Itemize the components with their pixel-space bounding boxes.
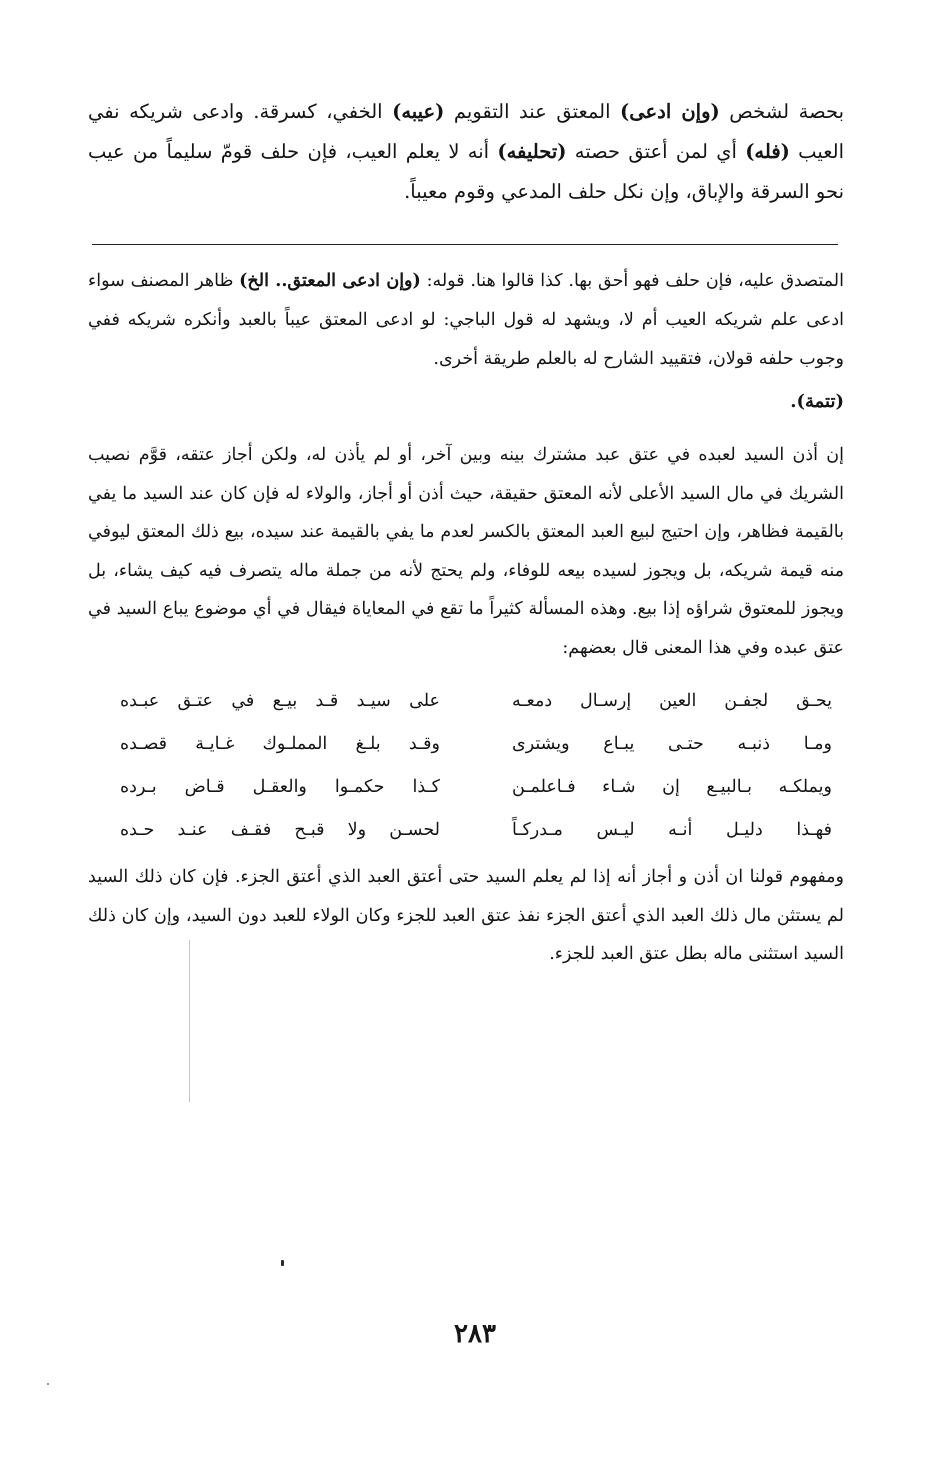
poem-first-hemistich: فهـذا دليـل أنـه ليـس مـدركـاً [512,820,832,840]
tatimma-body: إن أذن السيد لعبده في عتق عبد مشترك بينه وبين آخر، أو لم يأذن له، ولكن أجاز عتقه، قوَّم نصيب الشريك في مال السيد الأعلى لأنه المعتق حقيقة، حيث أذن أو أجاز، والولاء له فإن كان عند السيد ما يفي بالقيمة فظاهر، وإن احتيج لبيع العبد المعتق بالكسر لعدم ما يفي بالقيمة عند سيده، بيع ذلك المعتق ليوفي منه قيمة شريكه، بل ويجوز لسيده بيعه للوفاء، ولم يحتج لأنه من جملة ماله يتصرف فيه كيف يشاء، بل ويجوز للمعتوق شراؤه إذا بيع. وهذه المسألة كثيراً ما تقع في المعاياة فيقال في أي موضوع يباع السيد في عتق عبده وفي هذا المعنى قال بعضهم: [88,445,844,658]
footnote-divider [92,244,838,245]
poem [120,680,832,852]
poem-second-hemistich: كـذا حكمـوا والعقـل قـاض بـرده [120,777,440,797]
poem-second-hemistich: على سيـد قـد بيـع في عتـق عبـده [120,691,440,711]
poem-verse [120,723,832,766]
commentary-quote: (وإن ادعى المعتق.. الخ) [239,271,421,291]
poem-second-hemistich: وقـد بلـغ المملـوك غـايـة قصـده [120,734,440,754]
scan-artifact-line [189,940,190,1102]
commentary-segment: المتصدق عليه، فإن حلف فهو أحق بها. كذا قالوا هنا. قوله: [420,271,844,291]
poem-verse [120,766,832,809]
commentary-segment: ظاهر المصنف سواء ادعى علم شريكه العيب أم لا، ويشهد له قول الباجي: لو ادعى المعتق عيباً بالعبد وأنكره شريكه ففي وجوب حلفه قولان، فتقييد الشارح له بالعلم طريقة أخرى. [88,271,844,369]
main-text-segment: الخفي، كسرقة. وادعى شريكه نفي العيب [88,100,844,163]
main-text-segment: المعتق عند التقويم [444,100,621,123]
poem-second-hemistich: لحسـن ولا قبـح فقـف عنـد حـده [120,820,440,840]
main-text-quote: (تحليفه) [497,140,567,163]
poem-first-hemistich: ويملكـه بـالبيـع إن شـاء فـاعلمـن [512,777,832,797]
main-text-quote: (عيبه) [392,100,445,123]
main-text-segment: بحصة لشخص [719,100,844,123]
commentary-text [88,262,844,379]
scan-artifact-speck [281,1260,284,1266]
page-number: ٢٨٣ [454,1319,496,1349]
poem-verse [120,809,832,852]
main-text-quote: (فله) [745,140,790,163]
poem-verse [120,680,832,723]
poem-first-hemistich: يحـق لجفـن العين إرسـال دمعـه [512,691,832,711]
closing-paragraph: ومفهوم قولنا ان أذن و أجاز أنه إذا لم يعلم السيد حتى أعتق العبد الذي أعتق الجزء. فإن كان ذلك السيد لم يستثن مال ذلك العبد الذي أعتق الجزء نفذ عتق العبد للجزء وكان الولاء للعبد دون السيد، وإن كان ذلك السيد استثنى ماله بطل عتق العبد للجزء. [88,867,844,964]
main-text-segment: أي لمن أعتق حصته [566,140,746,163]
tatimma-heading: (تتمة). [790,391,844,412]
main-text-segment: أنه لا يعلم العيب، فإن حلف قومّ سليماً من عيب نحو السرقة والإباق، وإن نكل حلف المدعي وقوم معيباً. [88,140,844,203]
scan-artifact-dot [47,1383,49,1385]
poem-first-hemistich: ومـا ذنبـه حتـى يبـاع ويشترى [512,734,832,754]
main-text [88,92,844,212]
main-text-quote: (وإن ادعى) [620,100,720,123]
